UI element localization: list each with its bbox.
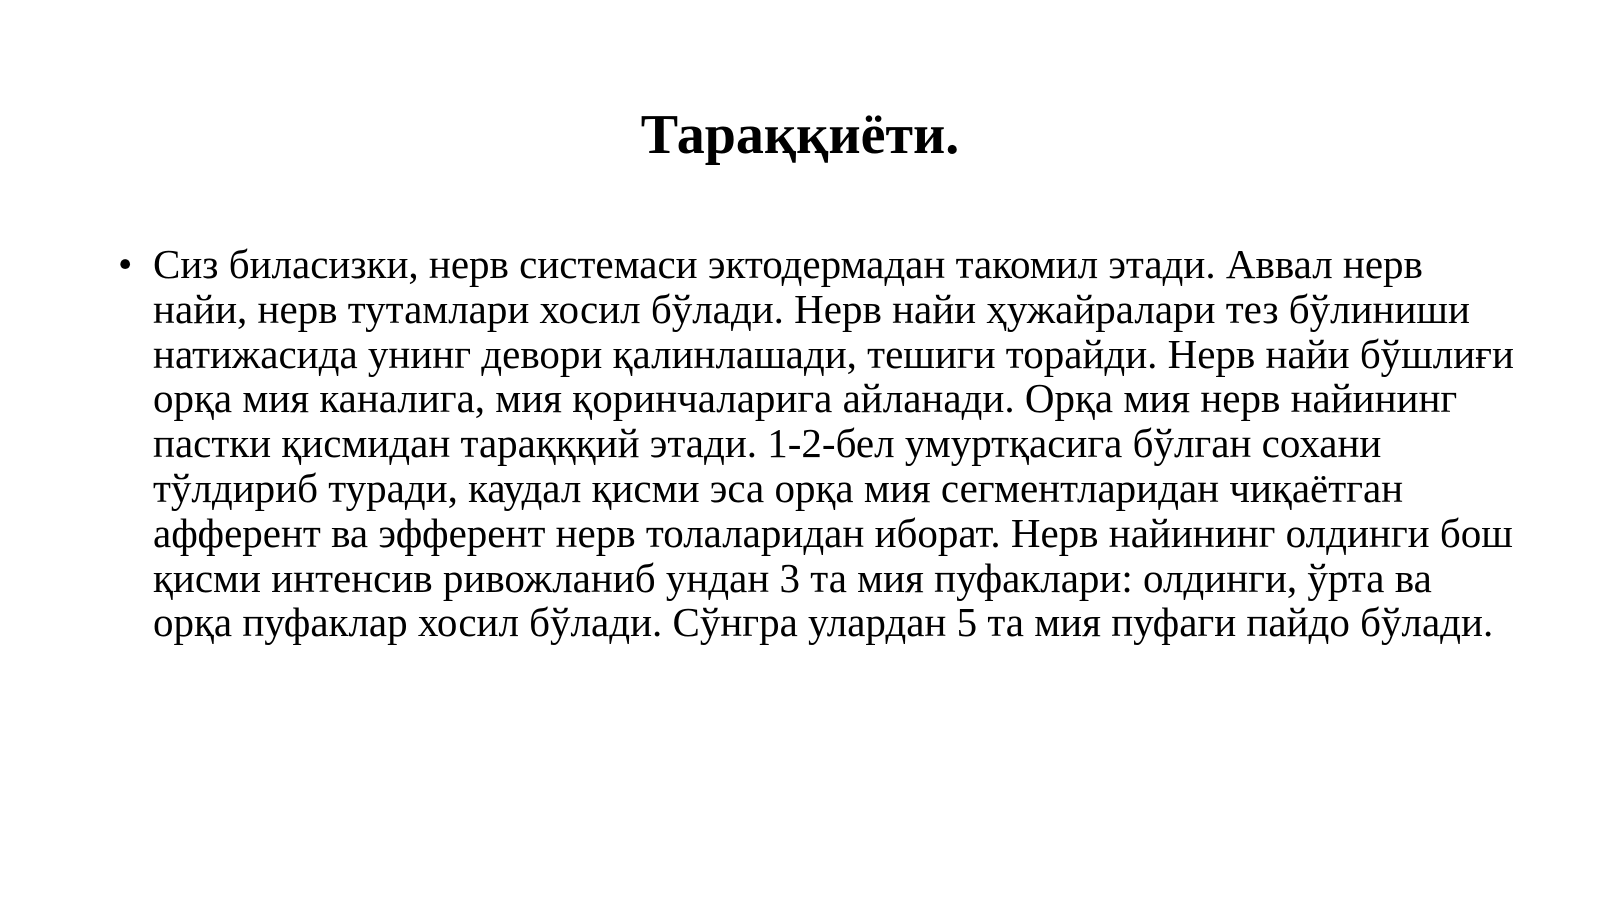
- bullet-dot-icon: •: [118, 241, 133, 287]
- bullet-item: [118, 242, 1518, 645]
- bullet-list: [118, 242, 1518, 645]
- bullet-text: Сиз биласизки, нерв системаси эктодермадан такомил этади. Аввал нерв найи, нерв тутамлари хосил бўлади. Нерв найи ҳужайралари тез бўлиниши натижасида унинг девори қалинлашади, тешиги торайди. Нерв найи бўшлиғи орқа мия каналига, мия қоринчаларига айланади. Орқа мия нерв найининг пастки қисмидан тарақққий этади. 1-2-бел умуртқасига бўлган сохани тўлдириб туради, каудал қисми эса орқа мия сегментларидан чиқаётган афферент ва эфферент нерв толаларидан иборат. Нерв найининг олдинги бош қисми интенсив ривожланиб ундан 3 та мия пуфаклари: олдинги, ўрта ва орқа пуфаклар хосил бўлади. Сўнгра улардан 5 та мия пуфаги пайдо бўлади.: [153, 241, 1514, 646]
- slide-title: Тараққиёти.: [640, 104, 960, 166]
